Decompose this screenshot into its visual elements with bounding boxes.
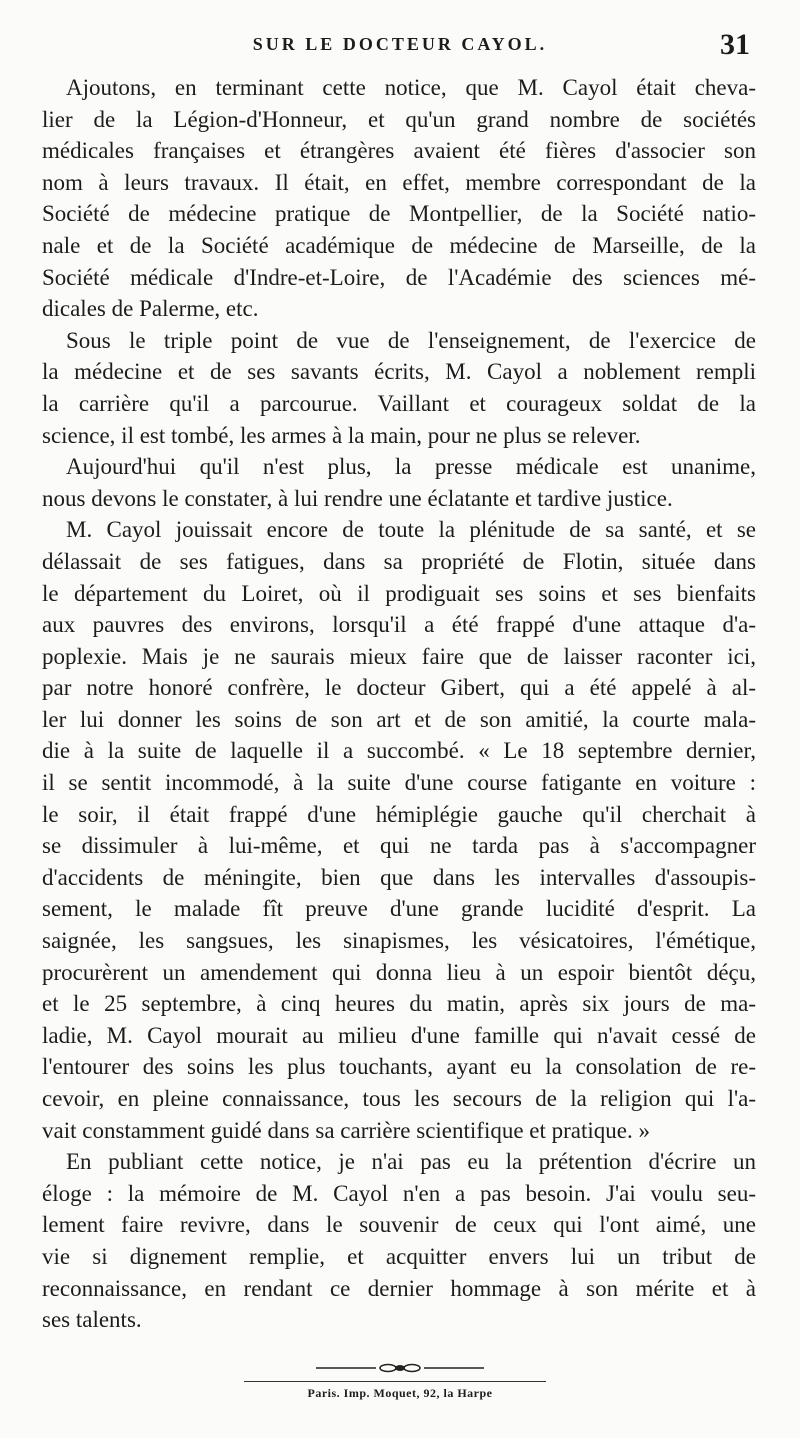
imprint-rule [244, 1381, 546, 1382]
text-line: Sous le triple point de vue de l'enseignement, de l'exercice de [66, 327, 756, 353]
text-line: nale et de la Société académique de médecine de Marseille, de la [42, 232, 756, 258]
text-line: d'accidents de méningite, bien que dans les intervalles d'assoupis- [42, 864, 756, 890]
text-line: procurèrent un amendement qui donna lieu à un espoir bientôt déçu, [42, 959, 756, 985]
text-line: et le 25 septembre, à cinq heures du matin, après six jours de ma- [42, 991, 756, 1017]
text-line: science, il est tombé, les armes à la main, pour ne plus se relever. [42, 422, 641, 448]
text-line: Aujourd'hui qu'il n'est plus, la presse médicale est unanime, [66, 454, 756, 480]
paragraph-5 [42, 1146, 756, 1336]
text-line: délassait de ses fatigues, dans sa propriété de Flotin, située dans [42, 548, 756, 574]
paragraph-2 [42, 325, 756, 451]
paragraph-1 [42, 72, 756, 325]
text-line: il se sentit incommodé, à la suite d'une course fatigante en voiture : [42, 770, 756, 796]
text-line: éloge : la mémoire de M. Cayol n'en a pas besoin. J'ai voulu seu- [42, 1180, 756, 1206]
text-line: lement faire revivre, dans le souvenir de ceux qui l'ont aimé, une [42, 1212, 756, 1238]
text-line: M. Cayol jouissait encore de toute la plénitude de sa santé, et se [66, 517, 756, 543]
text-line: se dissimuler à lui-même, et qui ne tarda pas à s'accompagner [42, 833, 756, 859]
paragraph-3 [42, 451, 756, 514]
text-line: vait constamment guidé dans sa carrière scientifique et pratique. » [42, 1117, 650, 1143]
text-line: Société de médecine pratique de Montpellier, de la Société natio- [42, 201, 756, 227]
text-line: le département du Loiret, où il prodiguait ses soins et ses bienfaits [42, 580, 756, 606]
text-line: vie si dignement remplie, et acquitter envers lui un tribut de [42, 1243, 756, 1269]
text-line: l'entourer des soins les plus touchants, ayant eu la consolation de re- [42, 1054, 756, 1080]
text-line: sement, le malade fît preuve d'une grande lucidité d'esprit. La [42, 896, 756, 922]
text-line: ladie, M. Cayol mourait au milieu d'une famille qui n'avait cessé de [42, 1022, 756, 1048]
text-line: la médecine et de ses savants écrits, M. Cayol a noblement rempli [42, 359, 756, 385]
text-line: En publiant cette notice, je n'ai pas eu la prétention d'écrire un [66, 1149, 756, 1175]
text-line: aux pauvres des environs, lorsqu'il a été frappé d'une attaque d'a- [42, 612, 756, 638]
text-line: cevoir, en pleine connaissance, tous les secours de la religion qui l'a- [42, 1086, 756, 1111]
text-line: dicales de Palerme, etc. [42, 296, 259, 322]
text-line: le soir, il était frappé d'une hémiplégie gauche qu'il cherchait à [42, 801, 756, 827]
printer-imprint: Paris. Imp. Moquet, 92, la Harpe [307, 1386, 493, 1400]
text-line: saignée, les sangsues, les sinapismes, les vésicatoires, l'émétique, [42, 928, 756, 954]
end-ornament [316, 1363, 484, 1373]
body-text [42, 72, 756, 1336]
text-line: ler lui donner les soins de son art et de son amitié, la courte mala- [42, 706, 756, 732]
text-line: reconnaissance, en rendant ce dernier hommage à son mérite et à [42, 1275, 756, 1301]
text-line: médicales françaises et étrangères avaient été fières d'associer son [42, 138, 756, 164]
text-line: Société médicale d'Indre-et-Loire, de l'Académie des sciences mé- [42, 264, 756, 290]
running-title: SUR LE DOCTEUR CAYOL. [252, 34, 548, 54]
text-line: la carrière qu'il a parcourue. Vaillant et courageux soldat de la [42, 390, 756, 416]
text-line: poplexie. Mais je ne saurais mieux faire que de laisser raconter ici, [42, 643, 756, 669]
text-line: nous devons le constater, à lui rendre une éclatante et tardive justice. [42, 485, 673, 511]
paragraph-4 [42, 514, 756, 1146]
text-line: Ajoutons, en terminant cette notice, que M. Cayol était cheva- [66, 75, 756, 100]
text-line: ses talents. [42, 1307, 142, 1333]
text-line: nom à leurs travaux. Il était, en effet, membre correspondant de la [42, 169, 756, 195]
text-line: die à la suite de laquelle il a succombé. « Le 18 septembre dernier, [42, 738, 756, 764]
running-head [40, 28, 760, 62]
text-line: par notre honoré confrère, le docteur Gibert, qui a été appelé à al- [42, 675, 756, 701]
page-number: 31 [720, 28, 750, 61]
text-line: lier de la Légion-d'Honneur, et qu'un grand nombre de sociétés [42, 106, 756, 132]
